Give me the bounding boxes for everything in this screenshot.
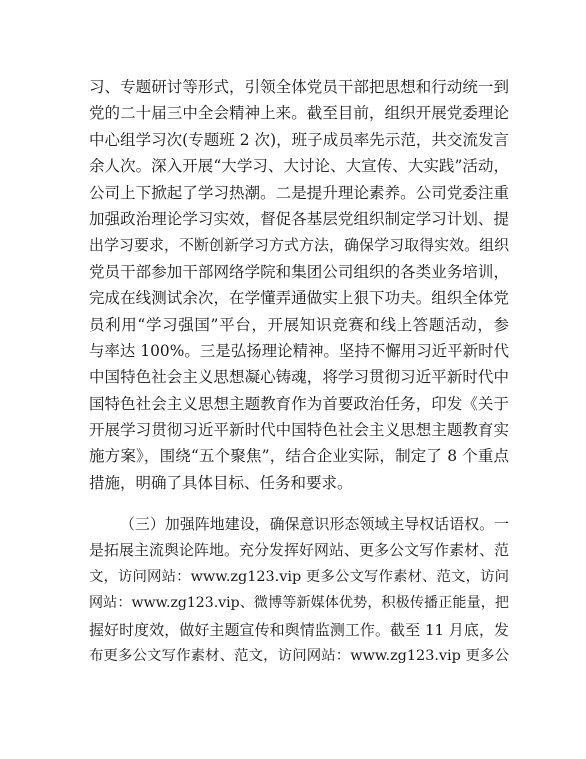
text-line: 布更多公文写作素材、范文，访问网站：www.zg123.vip 更多公: [89, 647, 509, 664]
text-line: 是拓展主流舆论阵地。充分发挥好网站、更多公文写作素材、范: [89, 541, 509, 560]
text-line: 与率达 100%。三是弘扬理论精神。坚持不懈用习近平新时代: [89, 341, 509, 360]
text-line: 完成在线测试余次，在学懂弄通做实上狠下功夫。组织全体党: [89, 289, 509, 308]
text-line: 国特色社会主义思想主题教育作为首要政治任务，印发《关于: [89, 394, 509, 413]
paragraph-position-building: [89, 511, 509, 669]
text-line: 党的二十届三中全会精神上来。截至目前，组织开展党委理论: [89, 104, 509, 123]
text-line: 中心组学习次(专题班 2 次)，班子成员率先示范，共交流发言: [89, 130, 509, 149]
text-line: 公司上下掀起了学习热潮。二是提升理论素养。公司党委注重: [89, 183, 509, 202]
text-line: 余人次。深入开展“大学习、大讨论、大宣传、大实践”活动，: [89, 157, 509, 176]
text-line: 文，访问网站：www.zg123.vip 更多公文写作素材、范文，访问: [89, 568, 509, 585]
text-line: 加强政治理论学习实效，督促各基层党组织制定学习计划、提: [89, 209, 509, 228]
text-line: 出学习要求，不断创新学习方式方法，确保学习取得实效。组织: [89, 236, 509, 255]
text-line: 网站：www.zg123.vip、微博等新媒体优势，积极传播正能量，把: [89, 595, 509, 612]
text-line: 施方案》，围绕“五个聚焦”，结合企业实际，制定了 8 个重点: [89, 447, 509, 466]
text-line: 习、专题研讨等形式，引领全体党员干部把思想和行动统一到: [89, 78, 509, 96]
text-line: （三）加强阵地建设，确保意识形态领域主导权话语权。一: [120, 515, 509, 533]
text-line: 员利用“学习强国”平台，开展知识竞赛和线上答题活动，参: [89, 315, 509, 334]
text-line: 措施，明确了具体目标、任务和要求。: [89, 473, 353, 492]
text-line: 党员干部参加干部网络学院和集团公司组织的各类业务培训，: [89, 262, 509, 281]
paragraph-study-activities: [89, 74, 509, 496]
text-line: 握好时度效，做好主题宣传和舆情监测工作。截至 11 月底，发: [89, 620, 509, 639]
text-line: 开展学习贯彻习近平新时代中国特色社会主义思想主题教育实: [89, 421, 509, 440]
text-line: 中国特色社会主义思想凝心铸魂，将学习贯彻习近平新时代中: [89, 368, 509, 387]
